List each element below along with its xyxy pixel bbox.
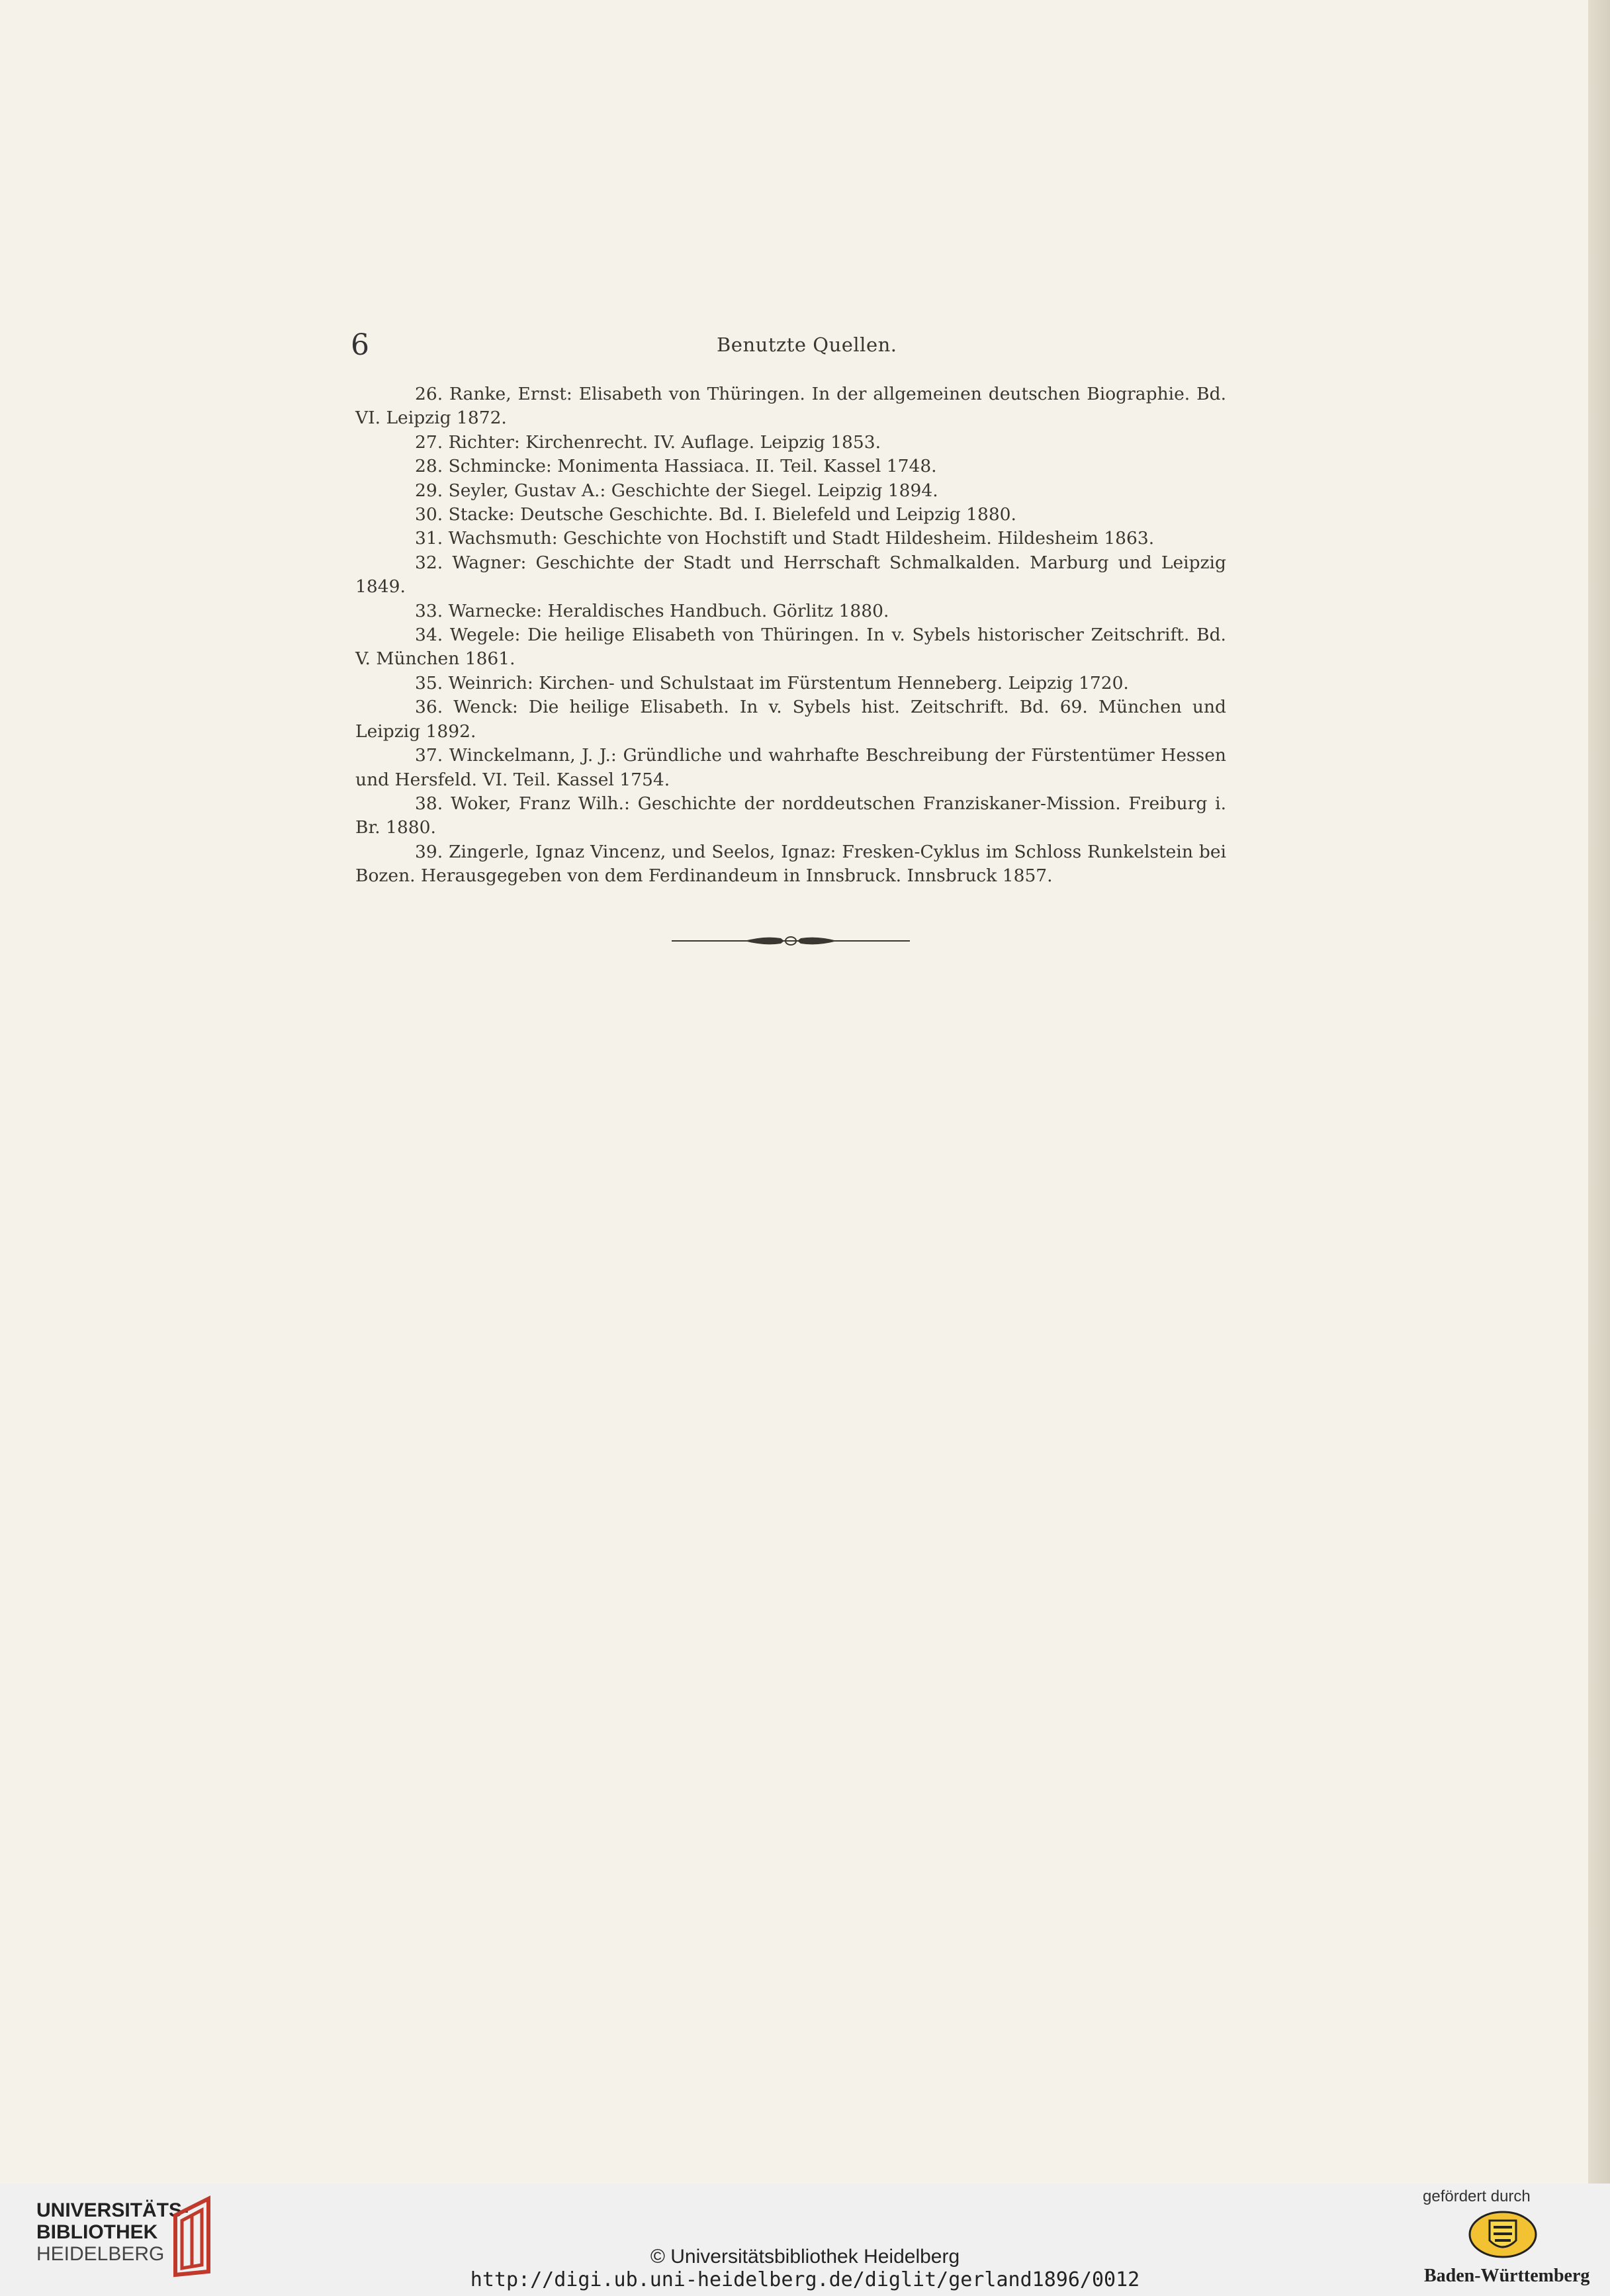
reference-item: 35. Weinrich: Kirchen- und Schulstaat im Fürstentum Henneberg. Leipzig 1720. [415,672,1129,693]
reference-item: 28. Schmincke: Monimenta Hassiaca. II. Teil. Kassel 1748. [415,456,937,477]
running-head: Benutzte Quellen. [717,333,897,356]
library-line2: BIBLIOTHEK [36,2221,158,2243]
reference-item: 39. Zingerle, Ignaz Vincenz, und Seelos, Ignaz: Fresken-Cyklus im Schloss Runkelstein bei Bozen. Herausgegeben von dem Ferdinandeum in Innsbruck. Innsbruck 1857. [355,841,1226,887]
page-number: 6 [351,328,369,362]
reference-item: 31. Wachsmuth: Geschichte von Hochstift und Stadt Hildesheim. Hildesheim 1863. [415,528,1155,549]
reference-item: 37. Winckelmann, J. J.: Gründliche und wahrhafte Beschreibung der Fürstentümer Hessen und Hersfeld. VI. Teil. Kassel 1754. [355,745,1226,790]
funded-by-label: gefördert durch [1423,2187,1531,2205]
reference-item: 27. Richter: Kirchenrecht. IV. Auflage. Leipzig 1853. [415,431,881,453]
reference-item: 33. Warnecke: Heraldisches Handbuch. Görlitz 1880. [415,600,889,621]
reference-item: 32. Wagner: Geschichte der Stadt und Herrschaft Schmalkalden. Marburg und Leipzig 1849. [355,552,1226,597]
reference-item: 36. Wenck: Die heilige Elisabeth. In v. Sybels hist. Zeitschrift. Bd. 69. München und Leipzig 1892. [355,697,1226,742]
reference-item: 29. Seyler, Gustav A.: Geschichte der Siegel. Leipzig 1894. [415,480,938,501]
funder-name: Baden-Württemberg [1424,2266,1590,2286]
library-line3: HEIDELBERG [36,2243,165,2265]
state-coat-of-arms-icon[interactable] [1466,2209,1540,2260]
copyright-notice: © Universitätsbibliothek Heidelberg [650,2246,960,2268]
reference-item: 30. Stacke: Deutsche Geschichte. Bd. I. Bielefeld und Leipzig 1880. [415,504,1016,525]
page-edge [1588,0,1610,2184]
document-url-link[interactable]: http://digi.ub.uni-heidelberg.de/diglit/gerland1896/0012 [470,2268,1140,2291]
reference-item: 38. Woker, Franz Wilh.: Geschichte der norddeutschen Franziskaner-Mission. Freiburg i. Br. 1880. [355,793,1226,838]
reference-item: 34. Wegele: Die heilige Elisabeth von Thüringen. In v. Sybels historischer Zeitschrift. Bd. V. München 1861. [355,625,1226,670]
library-line1: UNIVERSITÄTS- [36,2199,189,2221]
ornamental-divider-icon [672,928,910,954]
reference-list [355,382,1226,889]
reference-item: 26. Ranke, Ernst: Elisabeth von Thüringen. In der allgemeinen deutschen Biographie. Bd. VI. Leipzig 1872. [355,384,1226,429]
